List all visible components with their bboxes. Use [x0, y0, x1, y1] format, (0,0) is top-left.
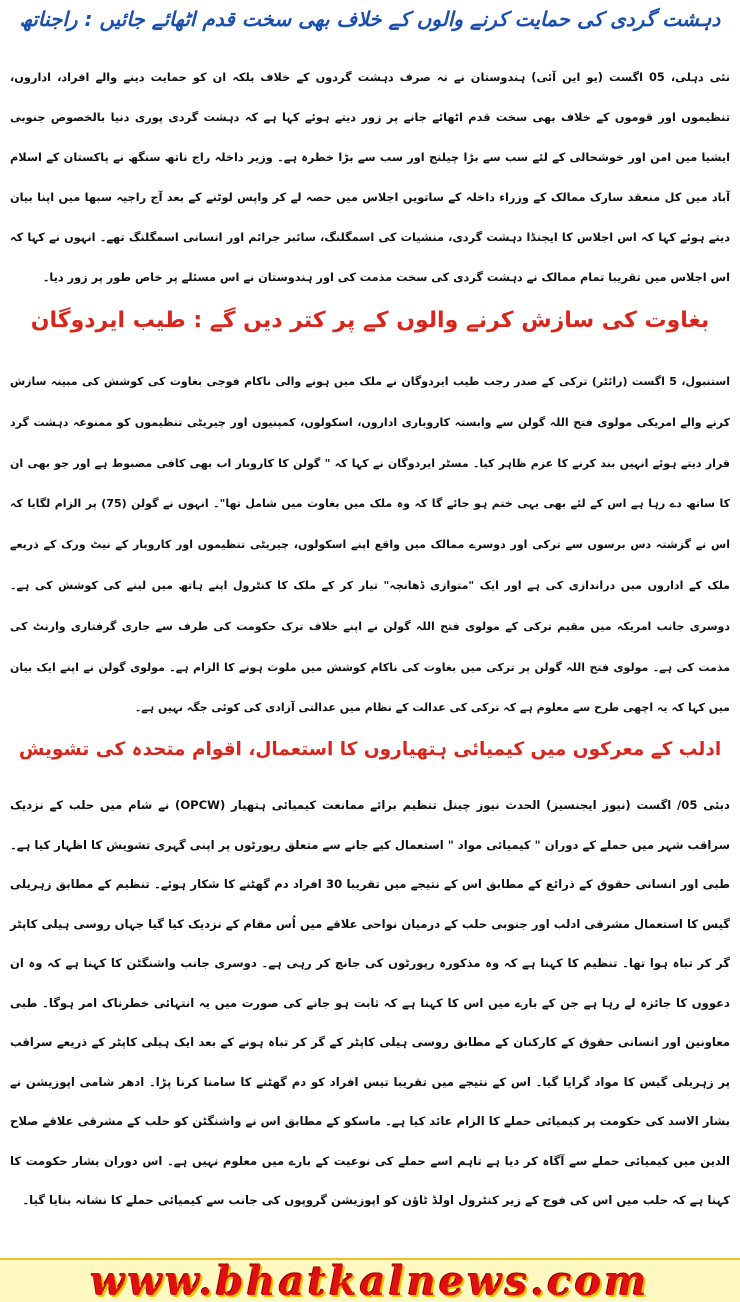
- article-1-headline: دہشت گردی کی حمایت کرنے والوں کے خلاف بھی سخت قدم اٹھائے جائیں : راجناتھ: [19, 7, 721, 31]
- site-url: www.bhatkalnews.com: [90, 1258, 650, 1302]
- article-2-headline: بغاوت کی سازش کرنے والوں کے پر کتر دیں گے : طیب ایردوگان: [30, 308, 710, 333]
- article-2-body: استنبول، 5 اگست (رائٹر) ترکی کے صدر رجب طیب ایردوگان نے ملک میں ہونے والی ناکام فوجی بغاوت کی کوشش کی مبینہ سازش کرنے والے امریکی مولوی فتح اللہ گولن سے وابستہ کاروباری اداروں، اسکولوں، کمپنیوں اور چیریٹی تنظیموں کو ممنوعہ دہشت گرد قرار دیتے ہوئے انہیں بند کرنے کا عزم ظاہر کیا۔ مسٹر ایردوگان نے کہا کہ " گولن کا کاروبار اب بھی کافی مضبوط ہے اور جو بھی ان کا ساتھ دے رہا ہے اس کے لئے بھی یہی ختم ہو جائے گا کہ وہ ملک میں بغاوت میں شامل تھا"۔ انہوں نے گولن (75) پر الزام لگایا کہ اس نے گزشتہ دس برسوں سے ترکی اور دوسرے ممالک میں واقع اپنے اسکولوں، چیریٹی تنظیموں اور کاروبار کے نیٹ ورک کے ذریعے ملک کے اداروں میں دراندازی کی ہے اور ایک "متوازی ڈھانچہ" تیار کر کے ملک کا کنٹرول اپنے ہاتھ میں لینے کی کوشش کی ہے۔ دوسری جانب امریکہ میں مقیم ترکی کے مولوی فتح اللہ گولن نے اپنے خلاف ترک حکومت کی طرف سے جاری گرفتاری وارنٹ کی مذمت کی ہے۔ مولوی فتح اللہ گولن پر ترکی میں بغاوت کی ناکام کوشش میں ملوث ہونے کا الزام ہے۔ مولوی گولن نے اپنے ایک بیان میں کہا کہ یہ اچھی طرح سے معلوم ہے کہ ترکی کی عدالت کے نظام میں عدالتی آزادی کی کوئی جگہ نہیں ہے۔: [10, 375, 731, 715]
- site-watermark-banner: [0, 1258, 740, 1302]
- article-1-body: نئی دہلی، 05 اگست (یو این آئی) ہندوستان نے نہ صرف دہشت گردوں کے خلاف بلکہ ان کو حمایت دینے والے افراد، اداروں، تنظیموں اور قوموں کے خلاف بھی سخت قدم اٹھائے جانے پر زور دیتے ہوئے کہا ہے کہ دہشت گردی پوری دنیا بالخصوص جنوبی ایشیا میں امن اور خوشحالی کے لئے سب سے بڑا چیلنج اور سب سے بڑا خطرہ ہے۔ وزیر داخلہ راج ناتھ سنگھ نے پاکستان کے اسلام آباد میں کل منعقد سارک ممالک کے وزراء داخلہ کے ساتویں اجلاس میں حصہ لے کر واپس لوٹنے کے بعد آج راجیہ سبھا میں اپنا بیان دیتے ہوئے کہا کہ اس اجلاس کا ایجنڈا دہشت گردی، منشیات کی اسمگلنگ، سائبر جرائم اور انسانی اسمگلنگ تھے۔ انہوں نے کہا کہ اس اجلاس میں تقریبا تمام ممالک نے دہشت گردی کی سخت مذمت کی اور ہندوستان نے اس مسئلے پر خاص طور پر زور دیا۔: [10, 71, 731, 284]
- article-3-body: دبئی 05/ اگست (نیوز ایجنسیز) الحدث نیوز چینل تنظیم برائے ممانعت کیمیائی ہتھیار (OPCW) نے شام میں حلب کے نزدیک سراقب شہر میں حملے کے دوران " کیمیائی مواد " استعمال کیے جانے سے متعلق رپورٹوں پر اپنی گہری تشویش کا اظہار کیا ہے۔ طبی اور انسانی حقوق کے ذرائع کے مطابق اس کے نتیجے میں تقریبا 30 افراد دم گھٹنے کا شکار ہوئے۔ تنظیم کے مطابق زہریلی گیس کا استعمال مشرقی ادلب اور جنوبی حلب کے درمیان نواحی علاقے میں اُس مقام کے نزدیک کیا گیا جہاں روسی ہیلی کاپٹر گر کر تباہ ہوا تھا۔ تنظیم کا کہنا ہے کہ وہ مذکورہ رپورٹوں کی جانچ کر رہی ہے۔ دوسری جانب واشنگٹن کا کہنا ہے کہ وہ ان دعووں کا جائزہ لے رہا ہے جن کے بارے میں اس کا کہنا ہے کہ ثابت ہو جانے کی صورت میں یہ انتہائی خطرناک امر ہوگا۔ طبی معاونین اور انسانی حقوق کے کارکنان کے مطابق روسی ہیلی کاپٹر کے گر کر تباہ ہونے کے بعد ایک ہیلی کاپٹر کے ذریعے سراقب پر زہریلی گیس کا مواد گرایا گیا۔ اس کے نتیجے میں تقریبا تیس افراد کو دم گھٹنے کا سامنا کرنا پڑا۔ ادھر شامی اپوزیشن نے بشار الاسد کی حکومت پر کیمیائی حملے کا الزام عائد کیا ہے۔ ماسکو کے مطابق اس نے واشنگٹن کو حلب کے مشرقی علاقے صلاح الدین میں کیمیائی حملے سے آگاہ کر دیا ہے تاہم اسے حملے کی نوعیت کے بارے میں معلوم نہیں ہے۔ اس دوران بشار حکومت کا کہنا ہے کہ حلب میں اس کی فوج کے زیر کنٹرول اولڈ ٹاؤن کو اپوزیشن گروپوں کی جانب سے کیمیائی حملے کا نشانہ بنایا گیا۔: [10, 798, 730, 1207]
- article-3-headline: ادلب کے معرکوں میں کیمیائی ہتھیاروں کا استعمال، اقوام متحدہ کی تشویش: [18, 739, 722, 760]
